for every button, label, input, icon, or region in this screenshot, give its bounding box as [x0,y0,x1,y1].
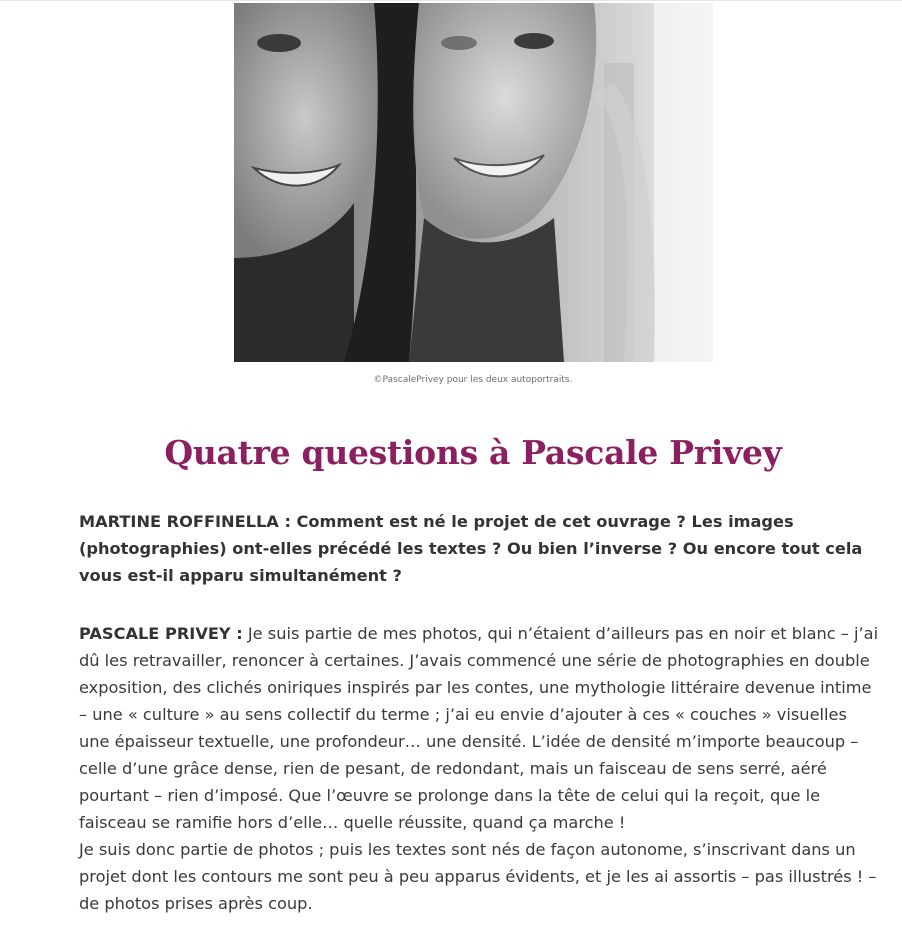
page-title: Quatre questions à Pascale Privey [164,433,782,472]
answer-paragraph [79,620,879,836]
photo-caption: ©PascalePrivey pour les deux autoportraits. [373,375,573,385]
answer-speaker: PASCALE PRIVEY : [79,624,243,643]
portrait-photo-icon [234,3,713,362]
interview-question: MARTINE ROFFINELLA : Comment est né le projet de cet ouvrage ? Les images (photographies) ont-elles précédé les textes ? Ou bien l’inverse ? Ou encore tout cela vous est-il apparu simultanément ? [79,512,863,585]
interview-answer [79,620,879,917]
answer-paragraph-text: Je suis partie de mes photos, qui n’étaient d’ailleurs pas en noir et blanc – j’ai dû les retravailler, renoncer à certaines. J’avais commencé une série de photographies en double exposition, des clichés oniriques inspirés par les contes, une mythologie littéraire devenue intime – une « culture » au sens collectif du terme ; j’ai eu envie d’ajouter à ces « couches » visuelles une épaisseur textuelle, une profondeur… une densité. L’idée de densité m’importe beaucoup – celle d’une grâce dense, rien de pesant, de redondant, mais un faisceau de sens serré, aéré pourtant – rien d’imposé. Que l’œuvre se prolonge dans la tête de celui qui la reçoit, que le faisceau se ramifie hors d’elle… quelle réussite, quand ça marche ! [79,624,879,832]
self-portrait-photo [234,3,713,362]
answer-paragraph: Je suis donc partie de photos ; puis les textes sont nés de façon autonome, s’inscrivant dans un projet dont les contours me sont peu à peu apparus évidents, et je les ai assortis – pas illustrés ! – de photos prises après coup. [79,840,877,913]
